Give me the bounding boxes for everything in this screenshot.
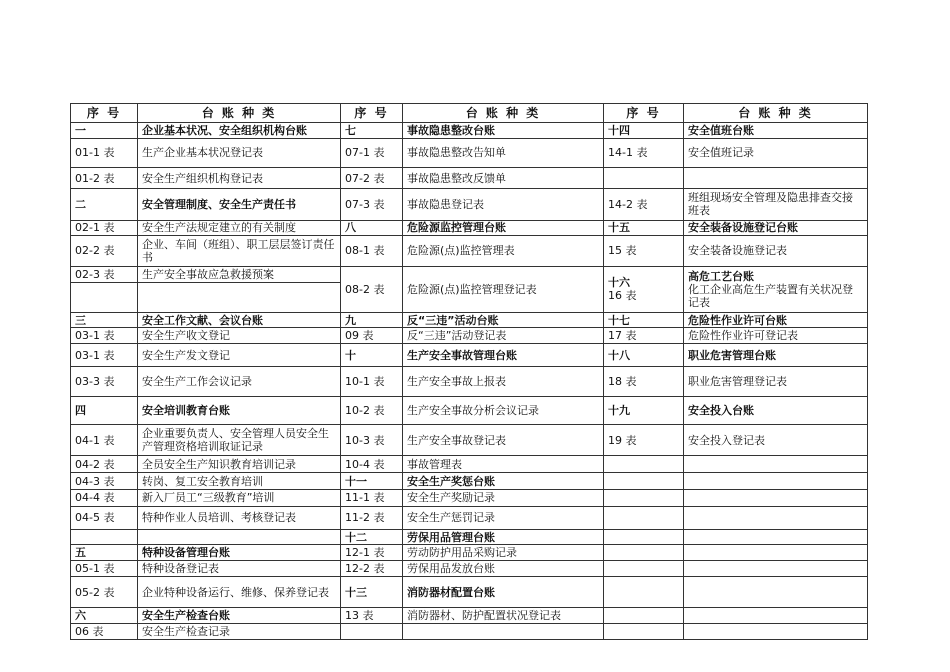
ledger-name-cell: 安全生产工作会议记录: [138, 367, 341, 396]
serial-cell: [341, 624, 403, 640]
ledger-name-cell: 安全生产发文登记: [138, 344, 341, 367]
serial-cell: 十五: [604, 220, 684, 236]
serial-cell: 03-3 表: [71, 367, 138, 396]
serial-cell: [604, 473, 684, 490]
serial-cell: 04-2 表: [71, 456, 138, 473]
ledger-name-cell: [684, 576, 868, 607]
table-row: [71, 367, 868, 396]
ledger-name-cell: 事故管理表: [403, 456, 604, 473]
ledger-name-cell: 劳保用品管理台账: [403, 529, 604, 545]
serial-cell: 十: [341, 344, 403, 367]
serial-cell: 01-1 表: [71, 138, 138, 167]
ledger-name-cell: [684, 489, 868, 506]
serial-cell: 11-1 表: [341, 489, 403, 506]
ledger-name-cell: [684, 529, 868, 545]
ledger-name-cell: [684, 624, 868, 640]
table-row: [71, 220, 868, 236]
table-row: [71, 545, 868, 561]
table-row: [71, 608, 868, 624]
serial-cell: 07-1 表: [341, 138, 403, 167]
serial-cell: [604, 168, 684, 189]
ledger-name-cell: [138, 529, 341, 545]
serial-cell: 03-1 表: [71, 344, 138, 367]
ledger-name-cell: 企业、车间（班组）、职工层层签订责任书: [138, 236, 341, 266]
table-row: [71, 312, 868, 328]
ledger-name-cell: 安全生产法规定建立的有关制度: [138, 220, 341, 236]
ledger-name-cell: 特种设备管理台账: [138, 545, 341, 561]
header-ledger-type-2: 台 账 种 类: [403, 104, 604, 123]
serial-cell: 八: [341, 220, 403, 236]
table-row: [71, 561, 868, 577]
ledger-name-cell: 反“三违”活动登记表: [403, 328, 604, 344]
ledger-index-table: [70, 103, 868, 640]
header-ledger-type-3: 台 账 种 类: [684, 104, 868, 123]
serial-cell: 10-2 表: [341, 396, 403, 424]
ledger-name-cell: 安全管理制度、安全生产责任书: [138, 189, 341, 220]
serial-cell: 10-1 表: [341, 367, 403, 396]
ledger-name-cell: 安全生产收文登记: [138, 328, 341, 344]
ledger-name-cell: 安全值班记录: [684, 138, 868, 167]
ledger-name-cell: 全员安全生产知识教育培训记录: [138, 456, 341, 473]
serial-cell: 十二: [341, 529, 403, 545]
serial-cell: 13 表: [341, 608, 403, 624]
ledger-name-cell: 安全装备设施登记台账: [684, 220, 868, 236]
serial-cell: 十七: [604, 312, 684, 328]
ledger-name-cell: 危险源(点)监控管理表: [403, 236, 604, 266]
ledger-name-cell: 安全装备设施登记表: [684, 236, 868, 266]
ledger-name-cell: [684, 266, 868, 312]
table-row: [71, 266, 868, 283]
serial-cell: 07-3 表: [341, 189, 403, 220]
serial-cell: [604, 576, 684, 607]
serial-cell: 七: [341, 123, 403, 139]
ledger-name-cell: 班组现场安全管理及隐患排查交接班表: [684, 189, 868, 220]
ledger-name-cell: 职业危害管理台账: [684, 344, 868, 367]
header-row: [71, 104, 868, 123]
ledger-name-cell: 安全投入登记表: [684, 424, 868, 455]
ledger-name-cell: 转岗、复工安全教育培训: [138, 473, 341, 490]
serial-cell: 一: [71, 123, 138, 139]
serial-cell: 14-1 表: [604, 138, 684, 167]
serial-cell: [604, 506, 684, 529]
serial-cell: 四: [71, 396, 138, 424]
ledger-name-cell: [684, 456, 868, 473]
serial-cell: 10-3 表: [341, 424, 403, 455]
table-row: [71, 576, 868, 607]
ledger-name-cell: 安全培训教育台账: [138, 396, 341, 424]
section-title: 高危工艺台账: [688, 269, 754, 283]
serial-cell: 三: [71, 312, 138, 328]
ledger-name-cell: 企业基本状况、安全组织机构台账: [138, 123, 341, 139]
ledger-name-cell: 特种作业人员培训、考核登记表: [138, 506, 341, 529]
serial-cell: 03-1 表: [71, 328, 138, 344]
ledger-name-cell: 职业危害管理登记表: [684, 367, 868, 396]
serial-cell: 10-4 表: [341, 456, 403, 473]
serial-cell: [604, 624, 684, 640]
ledger-name-cell: 新入厂员工“三级教育”培训: [138, 489, 341, 506]
ledger-name-cell: 安全工作文献、会议台账: [138, 312, 341, 328]
table-row: [71, 489, 868, 506]
ledger-name-cell: 生产安全事故上报表: [403, 367, 604, 396]
serial-cell: 15 表: [604, 236, 684, 266]
ledger-name-cell: [684, 473, 868, 490]
serial-cell: 06 表: [71, 624, 138, 640]
serial-cell: 九: [341, 312, 403, 328]
ledger-name-cell: 安全生产惩罚记录: [403, 506, 604, 529]
table-row: [71, 506, 868, 529]
serial-cell: 二: [71, 189, 138, 220]
ledger-body: [71, 123, 868, 640]
ledger-name-cell: [684, 506, 868, 529]
ledger-name-cell: 特种设备登记表: [138, 561, 341, 577]
table-row: [71, 396, 868, 424]
serial-cell: 12-2 表: [341, 561, 403, 577]
ledger-name-cell: [684, 545, 868, 561]
serial-cell: 04-5 表: [71, 506, 138, 529]
ledger-name-cell: 事故隐患整改台账: [403, 123, 604, 139]
ledger-name-cell: 反“三违”活动台账: [403, 312, 604, 328]
serial-cell: 02-1 表: [71, 220, 138, 236]
serial-cell: 18 表: [604, 367, 684, 396]
ledger-name-cell: 安全生产奖励记录: [403, 489, 604, 506]
header-serial-2: 序 号: [341, 104, 403, 123]
ledger-name-cell: [684, 608, 868, 624]
form-number: 16 表: [608, 289, 637, 303]
serial-cell: 十一: [341, 473, 403, 490]
ledger-name-cell: 生产企业基本状况登记表: [138, 138, 341, 167]
serial-cell: 十八: [604, 344, 684, 367]
serial-cell: 十三: [341, 576, 403, 607]
ledger-name-cell: 危险性作业许可登记表: [684, 328, 868, 344]
serial-cell: 04-1 表: [71, 424, 138, 455]
ledger-name-cell: 安全生产奖惩台账: [403, 473, 604, 490]
serial-cell: [604, 456, 684, 473]
serial-cell: 02-3 表: [71, 266, 138, 283]
ledger-name-cell: 劳保用品发放台账: [403, 561, 604, 577]
ledger-name-cell: 消防器材、防护配置状况登记表: [403, 608, 604, 624]
ledger-name-cell: 生产安全事故分析会议记录: [403, 396, 604, 424]
serial-cell: 14-2 表: [604, 189, 684, 220]
serial-cell: 12-1 表: [341, 545, 403, 561]
serial-cell: 08-1 表: [341, 236, 403, 266]
serial-cell: 04-4 表: [71, 489, 138, 506]
serial-cell: [71, 283, 138, 312]
serial-cell: [604, 545, 684, 561]
form-name: 化工企业高危生产装置有关状况登记表: [688, 282, 853, 309]
serial-cell: 05-2 表: [71, 576, 138, 607]
serial-cell: [604, 608, 684, 624]
table-row: [71, 328, 868, 344]
section-number: 十六: [608, 276, 630, 290]
ledger-name-cell: 劳动防护用品采购记录: [403, 545, 604, 561]
header-ledger-type-1: 台 账 种 类: [138, 104, 341, 123]
serial-cell: 17 表: [604, 328, 684, 344]
ledger-name-cell: 企业特种设备运行、维修、保养登记表: [138, 576, 341, 607]
ledger-name-cell: [138, 283, 341, 312]
table-row: [71, 529, 868, 545]
ledger-name-cell: 企业重要负责人、安全管理人员安全生产管理资格培训取证记录: [138, 424, 341, 455]
serial-cell: 01-2 表: [71, 168, 138, 189]
ledger-name-cell: 消防器材配置台账: [403, 576, 604, 607]
ledger-name-cell: 安全值班台账: [684, 123, 868, 139]
table-row: [71, 168, 868, 189]
ledger-name-cell: 安全生产组织机构登记表: [138, 168, 341, 189]
header-serial-1: 序 号: [71, 104, 138, 123]
table-row: [71, 473, 868, 490]
table-row: [71, 456, 868, 473]
ledger-name-cell: [684, 168, 868, 189]
serial-cell: 十四: [604, 123, 684, 139]
serial-cell: 04-3 表: [71, 473, 138, 490]
ledger-name-cell: 危险性作业许可台账: [684, 312, 868, 328]
serial-cell: [71, 529, 138, 545]
ledger-name-cell: 生产安全事故登记表: [403, 424, 604, 455]
table-row: [71, 344, 868, 367]
ledger-name-cell: 事故隐患登记表: [403, 189, 604, 220]
ledger-name-cell: 危险源(点)监控管理登记表: [403, 266, 604, 312]
ledger-name-cell: 安全生产检查记录: [138, 624, 341, 640]
serial-cell: 六: [71, 608, 138, 624]
serial-cell: 19 表: [604, 424, 684, 455]
serial-cell: 05-1 表: [71, 561, 138, 577]
ledger-name-cell: [684, 561, 868, 577]
serial-cell: 09 表: [341, 328, 403, 344]
serial-cell: 08-2 表: [341, 266, 403, 312]
ledger-name-cell: 安全生产检查台账: [138, 608, 341, 624]
table-row: [71, 123, 868, 139]
ledger-name-cell: 危险源监控管理台账: [403, 220, 604, 236]
serial-cell: 十九: [604, 396, 684, 424]
ledger-name-cell: [403, 624, 604, 640]
table-row: [71, 138, 868, 167]
ledger-name-cell: 生产安全事故应急救援预案: [138, 266, 341, 283]
ledger-name-cell: 生产安全事故管理台账: [403, 344, 604, 367]
table-row: [71, 189, 868, 220]
serial-cell: [604, 489, 684, 506]
ledger-name-cell: 事故隐患整改反馈单: [403, 168, 604, 189]
serial-cell: [604, 561, 684, 577]
serial-cell: [604, 529, 684, 545]
serial-cell: 07-2 表: [341, 168, 403, 189]
header-serial-3: 序 号: [604, 104, 684, 123]
serial-cell: [604, 266, 684, 312]
ledger-name-cell: 事故隐患整改告知单: [403, 138, 604, 167]
serial-cell: 11-2 表: [341, 506, 403, 529]
table-row: [71, 424, 868, 455]
serial-cell: 五: [71, 545, 138, 561]
ledger-name-cell: 安全投入台账: [684, 396, 868, 424]
table-row: [71, 624, 868, 640]
serial-cell: 02-2 表: [71, 236, 138, 266]
table-row: [71, 236, 868, 266]
